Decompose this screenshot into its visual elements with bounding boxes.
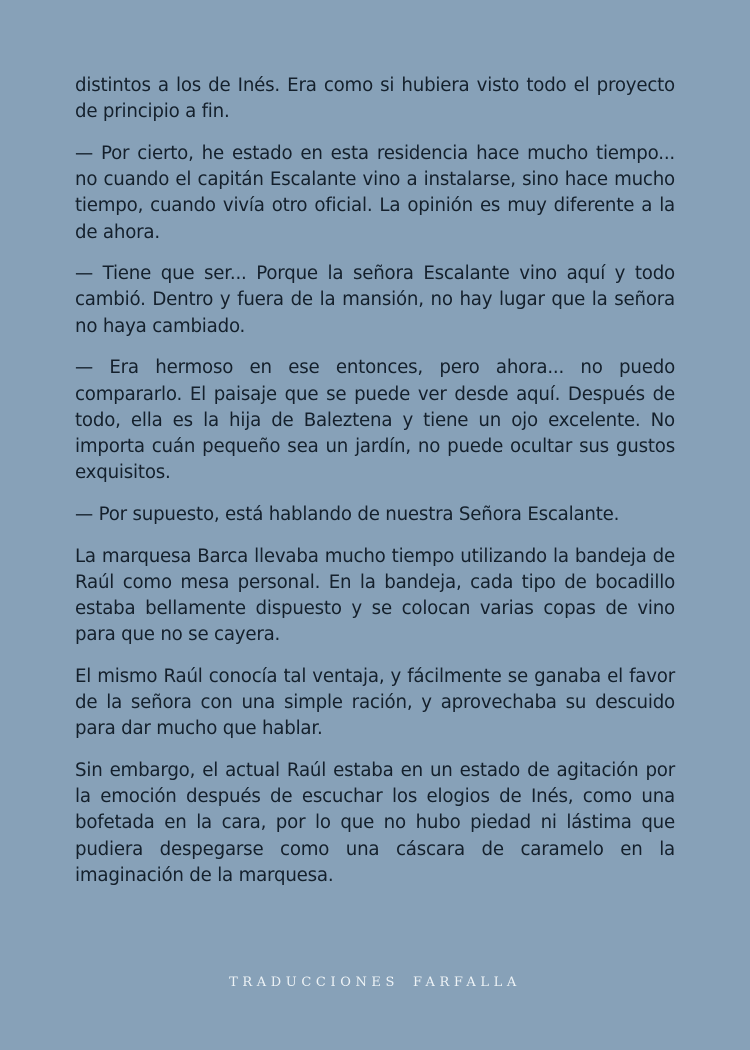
footer-word-1: TRADUCCIONES bbox=[229, 975, 400, 990]
paragraph: — Por supuesto, está hablando de nuestra Señora Escalante. bbox=[75, 503, 620, 525]
footer-word-2: FARFALLA bbox=[413, 975, 521, 990]
paragraph: El mismo Raúl conocía tal ventaja, y fácilmente se ganaba el favor de la señora con una simple ración, y aprovechaba su descuido para dar mucho que hablar. bbox=[75, 665, 675, 740]
paragraph: La marquesa Barca llevaba mucho tiempo utilizando la bandeja de Raúl como mesa personal. En la bandeja, cada tipo de bocadillo estaba bellamente dispuesto y se colocan varias copas de vino para que no se cayera. bbox=[75, 545, 675, 646]
paragraph: — Era hermoso en ese entonces, pero ahora... no puedo compararlo. El paisaje que se puede ver desde aquí. Después de todo, ella es la hija de Baleztena y tiene un ojo excelente. No importa cuán pequeño sea un jardín, no puede ocultar sus gustos exquisitos. bbox=[75, 357, 675, 484]
paragraph: distintos a los de Inés. Era como si hubiera visto todo el proyecto de principio a fin. bbox=[75, 75, 675, 123]
paragraph: Sin embargo, el actual Raúl estaba en un estado de agitación por la emoción después de escuchar los elogios de Inés, como una bofetada en la cara, por lo que no hubo piedad ni lástima que pudiera despegarse como una cáscara de caramelo en la imaginación de la marquesa. bbox=[75, 759, 675, 886]
document-body bbox=[75, 73, 675, 904]
paragraph: — Tiene que ser... Porque la señora Escalante vino aquí y todo cambió. Dentro y fuera de la mansión, no hay lugar que la señora no haya cambiado. bbox=[75, 263, 675, 337]
paragraph: — Por cierto, he estado en esta residencia hace mucho tiempo... no cuando el capitán Escalante vino a instalarse, sino hace mucho tiempo, cuando vivía otro oficial. La opinión es muy diferente a la de ahora. bbox=[75, 142, 675, 243]
page-footer-credit bbox=[0, 975, 750, 990]
